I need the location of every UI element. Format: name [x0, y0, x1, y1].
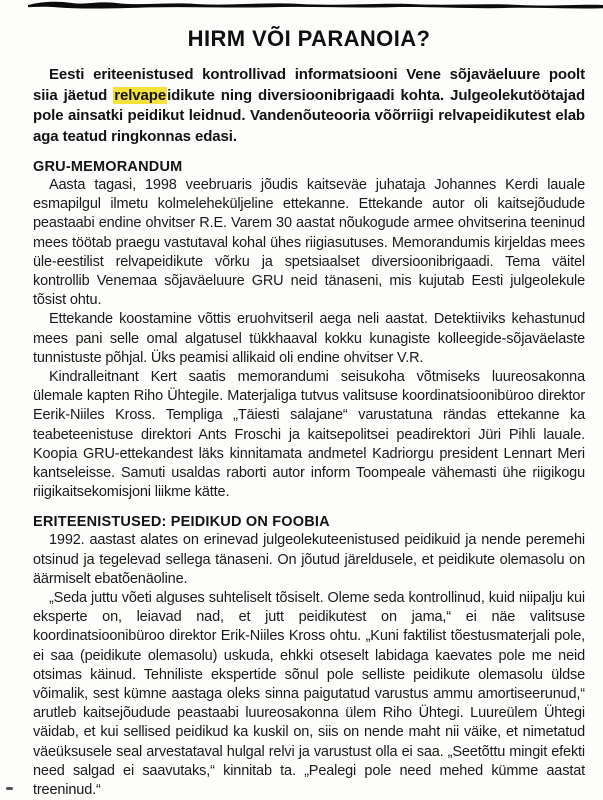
body-paragraph: Ettekande koostamine võttis eruohvitseril aega neli aastat. Detektiiviks kehastunud mees pani selle omal algatusel tükkhaaval kokku kunagiste kolleegide-sõjaväelaste tunnistuste põhjal. Üks peamisi allikaid oli endine ohvitser V.R. [33, 311, 585, 366]
body-paragraph: Kindralleitnant Kert saatis memorandumi seisukoha võtmiseks luureosakonna ülemale kapten Riho Ühtegile. Materjaliga tutvus valitsuse koordinatsioonibüroo direktor Eerik-Niiles Kross. Templiga „Täiesti salajane“ varustatuna rändas ettekanne ka teabeteenistuse direktori Ants Froschi ja kaitsepolitsei peadirektori Jüri Pihli lauale. Koopia GRU-ettekandest läks kinnitamata andmetel Kadriorgu president Lennart Meri kantseleisse. Samuti usaldas raborti autor inform Toompeale vähemasti ühe riigikogu riigikaitsekomisjoni liikme kätte. [33, 369, 585, 501]
article-content [0, 26, 603, 800]
body-paragraph: „Seda juttu võeti alguses suhteliselt tõsiselt. Oleme seda kontrollinud, kuid niipalju kui eksperte on, leiavad nad, et jutt peidikutest on jama,“ ei näe valitsuse koordinatsioonibüroo direktor Erik-Niiles Kross ohtu. „Kuni faktilist tõestusmaterjali pole, ei saa (peidikute olemasolu) uskuda, ehkki otseselt labidaga kaevates pole me neid otsimas käinud. Tehniliste ekspertide sõnul pole selliste peidikute olemasolu üldse võimalik, sest kümne aastaga oleks sinna paigutatud varustus ammu amortiseerunud,“ arutleb kaitsejõudude peastaabi luureosakonna ülem Riho Ühtegi. Luureülem Ühtegi väidab, et kui sellised peidikud ka kuskil on, siis on nende maht nii väike, et nimetatud väeüksusele seal arvestataval hulgal relvi ja varustust olla ei saa. „Seetõttu mingit efekti need salgad ei saavutaks,“ kinnitab ta. „Pealegi pole need mehed kümme aastat treeninud.“ [33, 590, 585, 799]
section-heading: ERITEENISTUSED: PEIDIKUD ON FOOBIA [33, 514, 330, 531]
body-paragraph: 1992. aastast alates on erinevad julgeolekuteenistused peidikuid ja nende peremehi otsinud ja tegelevad sellega tänaseni. On jõutud järeldusele, et peidikute olemasolu on äärmiselt ebatõenäoline. [33, 532, 585, 587]
highlighted-text: relvape [114, 86, 167, 104]
body-paragraph: Aasta tagasi, 1998 veebruaris jõudis kaitseväe juhataja Johannes Kerdi lauale esmapilgul ilmetu kolmeleheküljeline ettekanne. Ettekande autor oli kaitsejõudude peastaabi endine ohvitser R.E. Varem 30 aastat nõukogude armee ohvitserina teeninud mees töötab praegu vastutaval kohal ühes riigiasutuses. Memorandumis kirjeldas mees üle-eestilist relvapeidikute võrku ja spetsiaalset diversioonibrigaadi. Tema väitel kontrollib Venemaa sõjaväeluure GRU neid tänaseni, mis kujutab Eesti julgeolekule tõsist ohtu. [33, 177, 585, 309]
lead-text-after-highlight: idikute ning diversioonibrigaadi kohta. Julgeolekutöötajad pole ainsatki peidikut leidnud. Vandenõuteooria võõrriigi relvapeidikutest elab aga teatud ringkonnas edasi. [33, 86, 586, 145]
article-lead-paragraph [33, 65, 585, 147]
article-sections [33, 159, 585, 800]
section-heading: GRU-MEMORANDUM [33, 159, 183, 175]
lead-text-before-highlight: Eesti eriteenistused kontrollivad informatsiooni Vene sõjaväeluure poolt siia jäetud [33, 66, 585, 104]
article-title: HIRM VÕI PARANOIA? [187, 26, 431, 51]
scan-edge-line [0, 0, 603, 12]
